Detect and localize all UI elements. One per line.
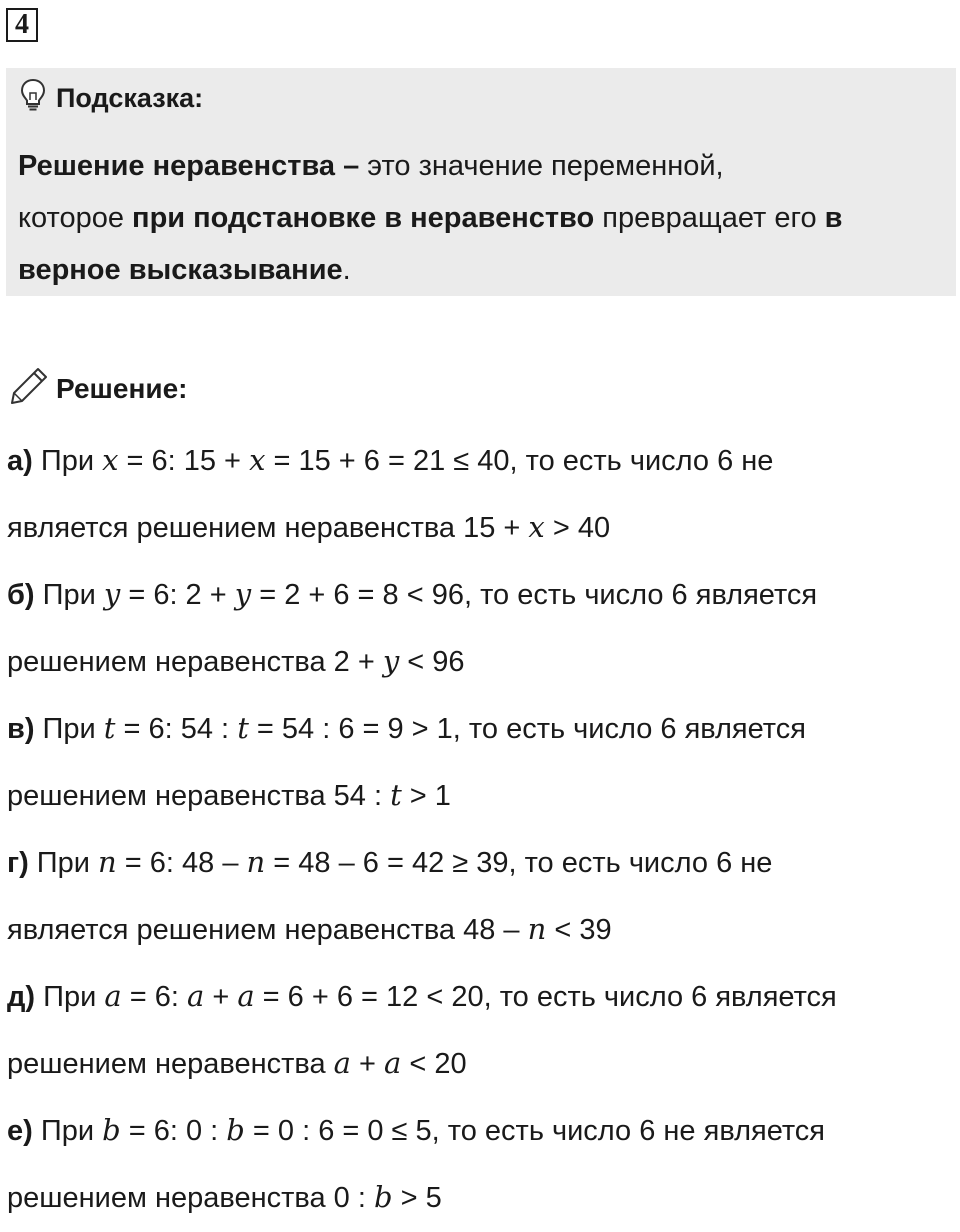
solution-item-e-line2: решением неравенства 0 : b > 5 [7, 1180, 442, 1214]
solution-item-d-line2: решением неравенства a + a < 20 [7, 1046, 467, 1080]
solution-item-b-line2: решением неравенства 2 + y < 96 [7, 644, 465, 678]
solution-header [8, 366, 187, 412]
hint-text: Решение неравенства – это значение переменной, которое при подстановке в неравенство превращает его в верное высказывание. [18, 150, 843, 286]
hint-header [20, 80, 203, 116]
solution-list [7, 427, 952, 1231]
hint-box [6, 68, 956, 296]
solution-title: Решение: [56, 373, 188, 404]
solution-item-g-line2: является решением неравенства 48 – n < 39 [7, 912, 612, 946]
pencil-icon [8, 365, 50, 414]
lightbulb-icon [20, 78, 46, 119]
solution-item-e-line1: е) При b = 6: 0 : b = 0 : 6 = 0 ≤ 5, то есть число 6 не является [7, 1113, 826, 1147]
task-number-box: 4 [6, 8, 38, 42]
solution-item-b-line1: б) При y = 6: 2 + y = 2 + 6 = 8 < 96, то есть число 6 является [7, 577, 818, 611]
solution-item-v-line1: в) При t = 6: 54 : t = 54 : 6 = 9 > 1, то есть число 6 является [7, 711, 806, 745]
solution-item-d-line1: д) При a = 6: a + a = 6 + 6 = 12 < 20, то есть число 6 является [7, 979, 837, 1013]
solution-item-a-line1: а) При x = 6: 15 + x = 15 + 6 = 21 ≤ 40, то есть число 6 не [7, 443, 774, 477]
solution-item-g-line1: г) При n = 6: 48 – n = 48 – 6 = 42 ≥ 39, то есть число 6 не [7, 845, 773, 879]
hint-title: Подсказка: [56, 82, 204, 113]
solution-item-a-line2: является решением неравенства 15 + x > 40 [7, 510, 611, 544]
solution-item-v-line2: решением неравенства 54 : t > 1 [7, 778, 451, 812]
